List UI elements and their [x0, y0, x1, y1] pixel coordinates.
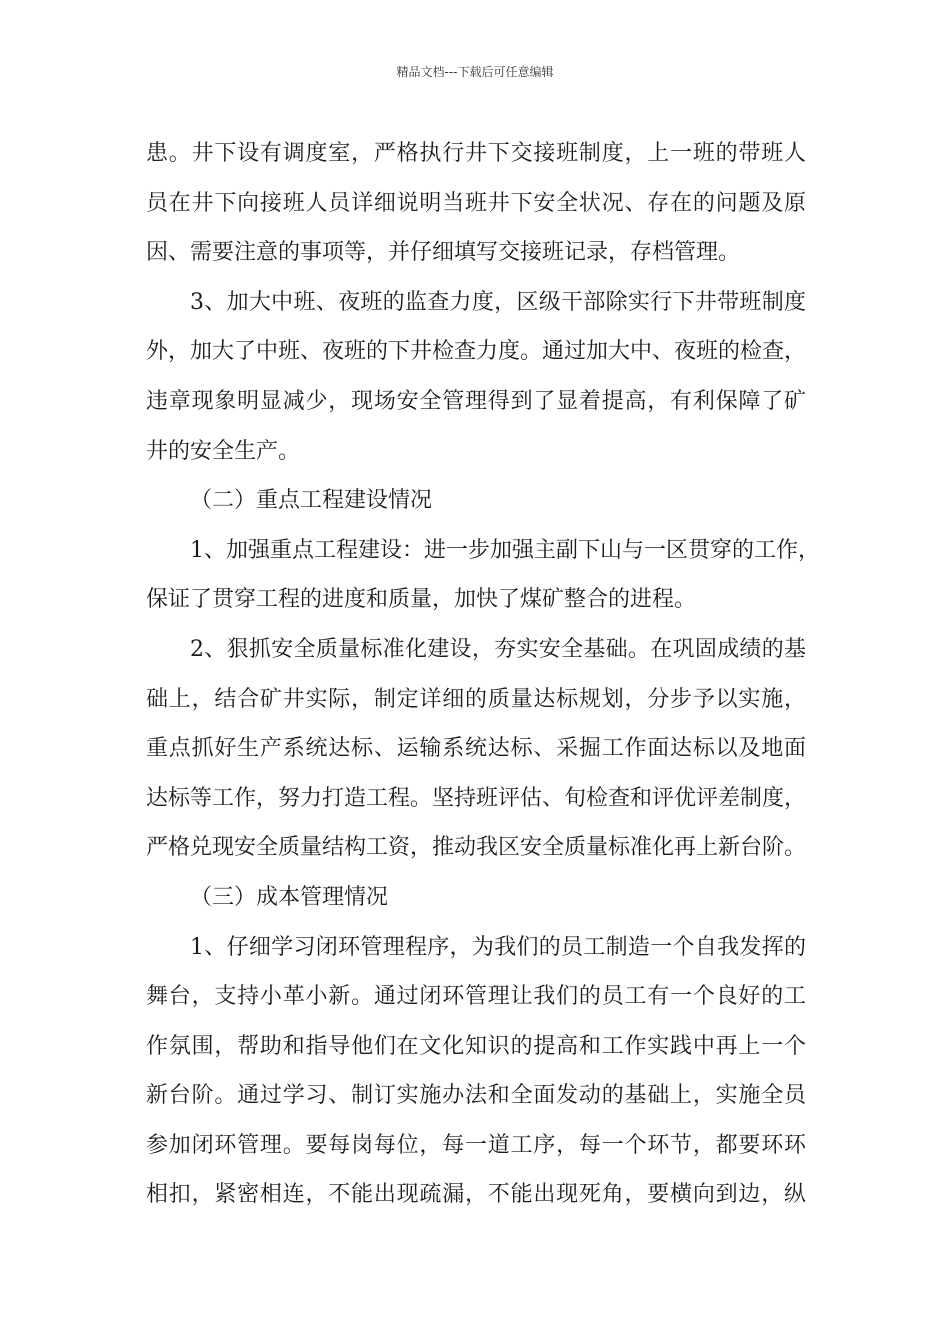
text-line: 严格兑现安全质量结构工资，推动我区安全质量标准化再上新台阶。: [146, 835, 807, 861]
text-line: （二）重点工程建设情况: [190, 488, 433, 514]
text-line: 达标等工作，努力打造工程。坚持班评估、旬检查和评优评差制度，: [146, 785, 807, 811]
text-line: 保证了贯穿工程的进度和质量，加快了煤矿整合的进程。: [146, 587, 697, 613]
text-line: 3、加大中班、夜班的监查力度，区级干部除实行下井带班制度: [190, 289, 806, 315]
text-line: 2、狠抓安全质量标准化建设，夯实安全基础。在巩固成绩的基: [190, 636, 806, 662]
text-line: 违章现象明显减少，现场安全管理得到了显着提高，有利保障了矿: [146, 388, 806, 414]
text-line: 1、加强重点工程建设：进一步加强主副下山与一区贯穿的工作，: [190, 537, 820, 563]
text-line: 井的安全生产。: [146, 438, 301, 464]
text-line: （三）成本管理情况: [190, 884, 389, 910]
text-line: 础上，结合矿井实际，制定详细的质量达标规划，分步予以实施，: [146, 686, 806, 712]
text-line: 新台阶。通过学习、制订实施办法和全面发动的基础上，实施全员: [146, 1083, 806, 1109]
text-line: 舞台，支持小革小新。通过闭环管理让我们的员工有一个良好的工: [146, 984, 806, 1010]
text-line: 患。井下设有调度室，严格执行井下交接班制度，上一班的带班人: [146, 141, 806, 166]
page-header: 精品文档---下载后可任意编辑: [396, 65, 554, 79]
text-line: 外，加大了中班、夜班的下井检查力度。通过加大中、夜班的检查，: [146, 339, 807, 365]
text-line: 1、仔细学习闭环管理程序，为我们的员工制造一个自我发挥的: [190, 934, 806, 960]
text-line: 参加闭环管理。要每岗每位，每一道工序，每一个环节，都要环环: [146, 1132, 806, 1158]
text-line: 员在井下向接班人员详细说明当班井下安全状况、存在的问题及原: [146, 190, 806, 216]
text-line: 重点抓好生产系统达标、运输系统达标、采掘工作面达标以及地面: [146, 736, 806, 762]
text-line: 相扣，紧密相连，不能出现疏漏，不能出现死角，要横向到边，纵: [146, 1182, 806, 1208]
document-body: [146, 129, 820, 1220]
text-line: 因、需要注意的事项等，并仔细填写交接班记录，存档管理。: [146, 240, 741, 266]
text-line: 作氛围，帮助和指导他们在文化知识的提高和工作实践中再上一个: [146, 1033, 806, 1059]
